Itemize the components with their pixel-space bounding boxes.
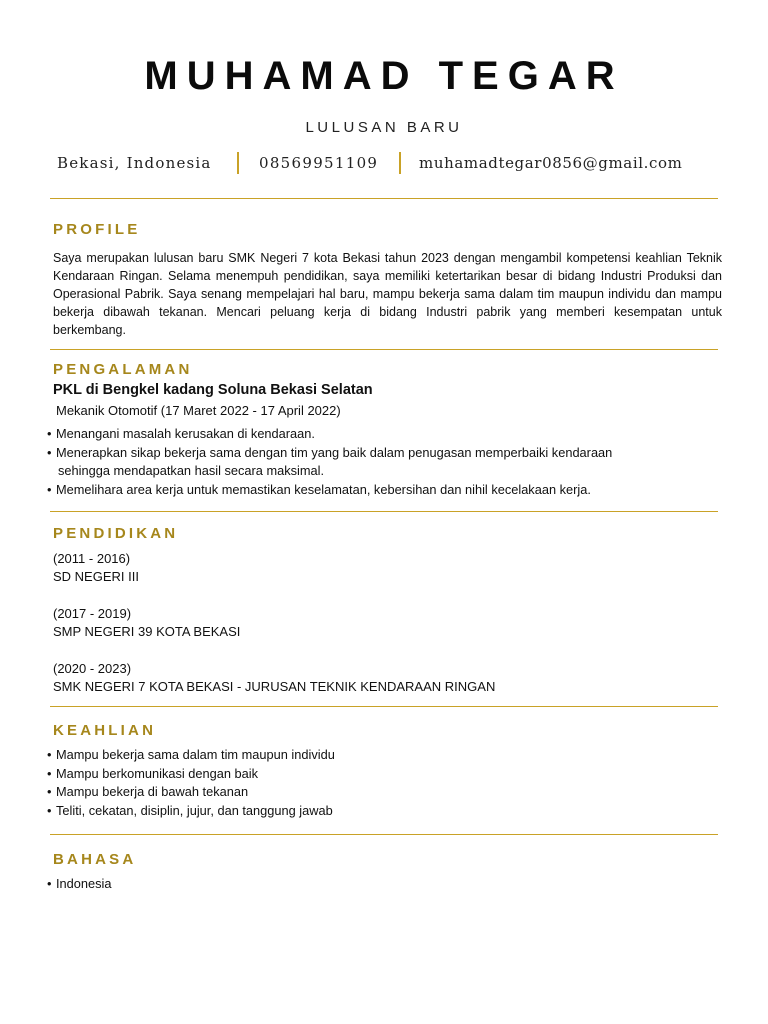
skills-list	[47, 746, 447, 820]
list-item: • Memelihara area kerja untuk memastikan keselamatan, kebersihan dan nihil kecelakaan kerja.	[47, 481, 707, 500]
job-title: PKL di Bengkel kadang Soluna Bekasi Selatan	[53, 382, 373, 398]
list-item: • Teliti, cekatan, disiplin, jujur, dan tanggung jawab	[47, 802, 447, 821]
section-divider	[50, 706, 718, 707]
list-item: • Indonesia	[47, 875, 347, 894]
list-item: • Mampu berkomunikasi dengan baik	[47, 765, 447, 784]
skills-heading: KEAHLIAN	[53, 722, 157, 739]
candidate-role: LULUSAN BARU	[305, 119, 463, 136]
section-divider	[50, 834, 718, 835]
languages-list	[47, 875, 347, 894]
experience-heading: PENGALAMAN	[53, 361, 193, 378]
list-item: • Menerapkan sikap bekerja sama dengan tim yang baik dalam penugasan memperbaiki kendaraan	[47, 444, 707, 463]
job-subtitle: Mekanik Otomotif (17 Maret 2022 - 17 April 2022)	[56, 403, 341, 418]
education-entry	[53, 550, 139, 586]
profile-heading: PROFILE	[53, 221, 141, 238]
experience-list	[47, 425, 707, 499]
contact-divider	[237, 152, 239, 174]
education-entry	[53, 605, 240, 641]
list-item-continuation: sehingga mendapatkan hasil secara maksimal.	[58, 463, 325, 478]
section-divider	[50, 511, 718, 512]
section-divider	[50, 198, 718, 199]
list-item: • Mampu bekerja di bawah tekanan	[47, 783, 447, 802]
education-period: (2017 - 2019)	[53, 606, 132, 621]
list-item: • Menangani masalah kerusakan di kendaraan.	[47, 425, 707, 444]
contact-divider	[399, 152, 401, 174]
contact-bar	[0, 152, 768, 176]
section-divider	[50, 349, 718, 350]
profile-text: Saya merupakan lulusan baru SMK Negeri 7 kota Bekasi tahun 2023 dengan mengambil kompetensi keahlian Teknik Kendaraan Ringan. Selama menempuh pendidikan, saya memiliki ketertarikan besar di bidang Industri Produksi dan Operasional Pabrik. Saya senang mempelajari hal baru, mampu bekerja sama dalam tim maupun individu dan mampu bekerja dibawah tekanan. Mencari peluang kerja di bidang Industri pabrik yang memberi kesempatan untuk berkembang.	[53, 251, 722, 337]
education-period: (2020 - 2023)	[53, 661, 132, 676]
list-item: • Mampu bekerja sama dalam tim maupun individu	[47, 746, 447, 765]
candidate-name: MUHAMAD TEGAR	[144, 54, 624, 98]
education-heading: PENDIDIKAN	[53, 525, 179, 542]
contact-phone: 08569951109	[259, 154, 379, 172]
contact-location: Bekasi, Indonesia	[57, 154, 212, 172]
education-school: SD NEGERI III	[53, 569, 139, 584]
education-school: SMK NEGERI 7 KOTA BEKASI - JURUSAN TEKNIK KENDARAAN RINGAN	[53, 679, 496, 694]
education-period: (2011 - 2016)	[53, 551, 131, 566]
contact-email: muhamadtegar0856@gmail.com	[419, 154, 683, 172]
education-entry	[53, 660, 495, 696]
languages-heading: BAHASA	[53, 851, 137, 868]
education-school: SMP NEGERI 39 KOTA BEKASI	[53, 624, 241, 639]
